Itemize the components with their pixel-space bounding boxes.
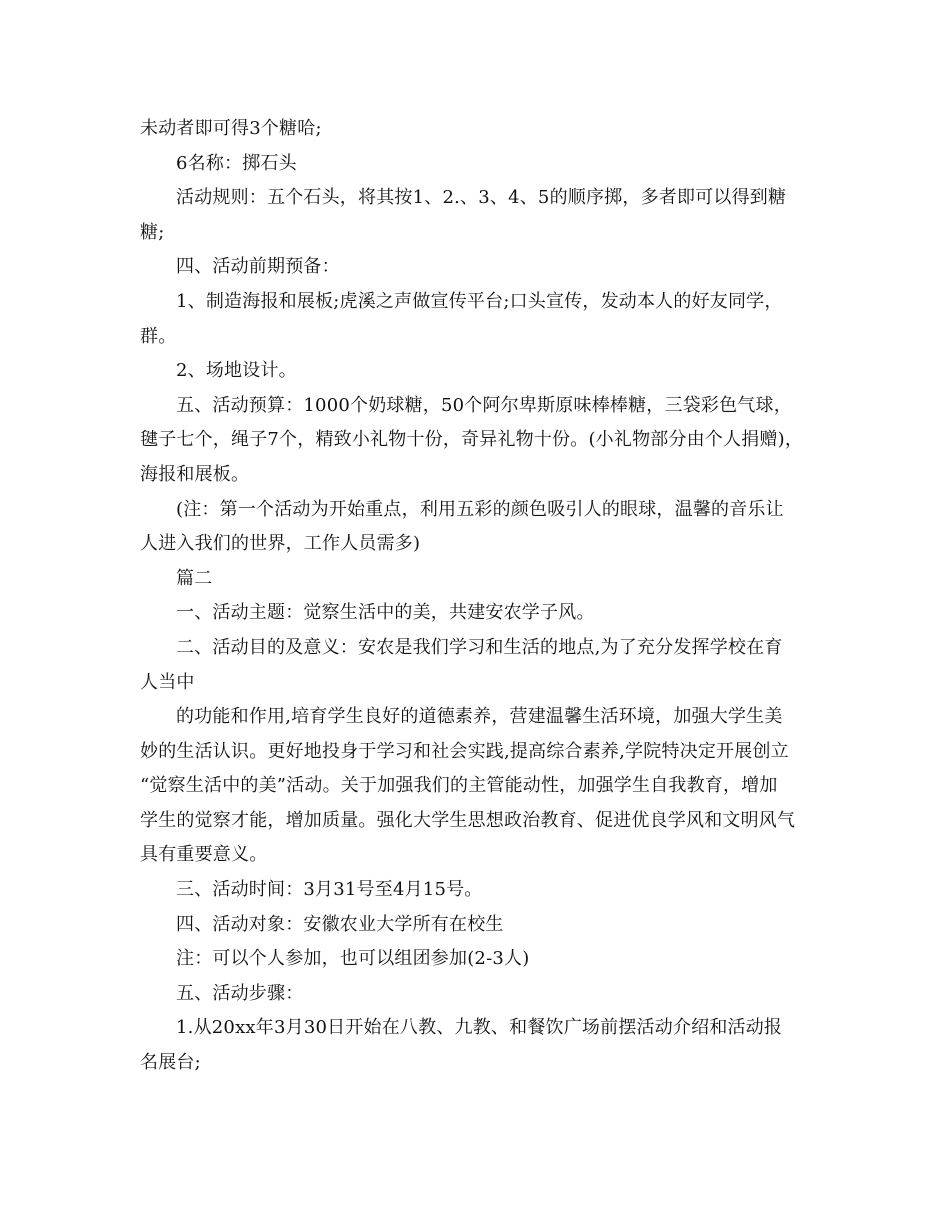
text-line: 海报和展板。 [140,463,250,485]
text-line: 6名称：掷石头 [176,152,297,174]
part-heading: 篇二 [176,567,213,589]
text-line: 的功能和作用,培育学生良好的道德素养，营建温馨生活环境，加强大学生美 [176,706,783,728]
section-heading: 三、活动时间：3月31号至4月15号。 [176,879,483,901]
text-line: 未动者即可得3个糖哈; [140,118,322,139]
section-heading: 五、活动预算：1000个奶球糖，50个阿尔卑斯原味棒棒糖，三袋彩色气球， [176,394,792,416]
text-line: 2、场地设计。 [176,360,297,382]
text-line: 1、制造海报和展板;虎溪之声做宣传平台;口头宣传，发动本人的好友同学， [176,290,783,312]
section-heading: 一、活动主题：觉察生活中的美，共建安农学子风。 [176,602,595,624]
section-heading: 四、活动前期预备： [176,256,340,278]
text-line: 妙的生活认识。更好地投身于学习和社会实践,提高综合素养,学院特决定开展创立 [140,740,789,762]
text-line: 1.从20xx年3月30日开始在八教、九教、和餐饮广场前摆活动介绍和活动报 [176,1017,783,1039]
document-body [140,112,820,1081]
text-line: 群。 [140,325,177,347]
section-heading: 四、活动对象：安徽农业大学所有在校生 [176,913,504,935]
text-line: 学生的觉察才能，增加质量。强化大学生思想政治教育、促进优良学风和文明风气 [140,809,796,831]
text-line: 名展台; [140,1052,201,1074]
text-line: 糖; [140,221,165,243]
text-line: “觉察生活中的美”活动。关于加强我们的主管能动性，加强学生自我教育，增加 [140,775,778,797]
text-line: 毽子七个，绳子7个，精致小礼物十份，奇异礼物十份。(小礼物部分由个人捐赠)， [140,429,804,451]
text-line: 活动规则：五个石头，将其按1、2.、3、4、5的顺序掷，多者即可以得到糖 [176,187,787,209]
section-heading: 二、活动目的及意义：安农是我们学习和生活的地点,为了充分发挥学校在育 [176,636,783,658]
text-line: 具有重要意义。 [140,844,268,866]
text-line: 人进入我们的世界，工作人员需多) [140,533,421,555]
text-line: (注：第一个活动为开始重点，利用五彩的颜色吸引人的眼球，温馨的音乐让 [176,498,784,520]
text-line: 人当中 [140,671,195,693]
section-heading: 五、活动步骤： [176,982,304,1004]
text-line: 注：可以个人参加，也可以组团参加(2-3人) [176,948,530,970]
